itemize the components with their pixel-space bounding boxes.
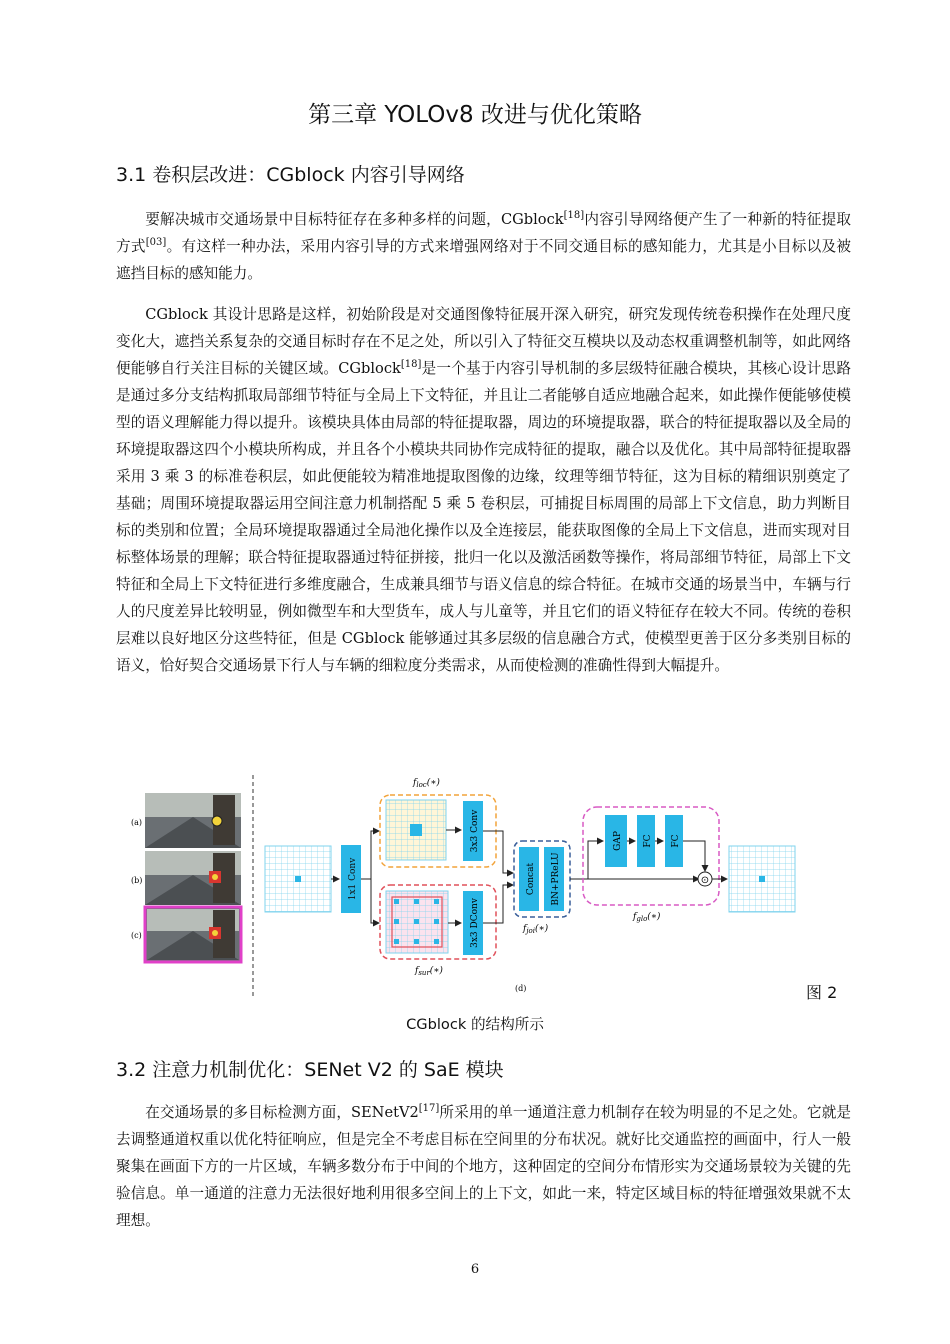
f-joi-label: $f_{joi}(∗)$ [523,924,549,935]
row-label-a: (a) [131,818,143,827]
sur-feature-map [386,891,448,953]
output-feature-map [729,846,795,912]
cgblock-figure [131,773,798,1001]
citation-ref: [18] [400,359,422,370]
figure-caption: CGblock 的结构所示 [406,1016,544,1033]
paragraph-text: 所采用的单一通道注意力机制存在较为明显的不足之处。它就是去调整通道权重以优化特征响应，但是完全不考虑目标在空间里的分布状况。就好比交通监控的画面中，行人一般聚集在画面下方的一片区域，车辆多数分布于中间的个地方，这种固定的空间分布情形实为交通场景较为关键的先验信息。单一通道的注意力无法很好地利用很多空间上的上下文，如此一来，特定区域目标的特征增强效果就不太理想。 [116,1104,851,1229]
gap-label: GAP [613,831,623,851]
conv3x3-label: 3x3 Conv [470,809,480,853]
paragraph-3-1-design [116,301,851,679]
conv1x1-label: 1x1 Conv [348,857,358,901]
figure-number-label: 图 2 [806,983,838,1002]
loc-feature-map [386,800,446,860]
paragraph-text: 在交通场景的多目标检测方面，SENetV2 [145,1104,419,1121]
paragraph-text: 要解决城市交通场景中目标特征存在多种多样的问题，CGblock [145,211,564,228]
paragraph-text: CGblock 其设计思路是这样，初始阶段是对交通图像特征展开深入研究，研究发现传统卷积操作在处理尺度变化大，遮挡关系复杂的交通目标时存在不足之处，所以引入了特征交互模块以及动态权重调整机制等，如此网络便能够自行关注目标的关键区域。CGblock [116,306,851,377]
chapter-title: 第三章 YOLOv8 改进与优化策略 [308,102,642,128]
traffic-photo-a [145,793,241,848]
cgblock-diagram [131,773,798,1001]
paragraph-text: 是一个基于内容引导机制的多层级特征融合模块，其核心设计思路是通过多分支结构抓取局部细节特征与全局上下文特征，并且让二者能够自适应地融合起来，如此操作便能够使模型的语义理解能力得以提升。该模块具体由局部的特征提取器，周边的环境提取器，联合的特征提取器以及全局的环境提取器这四个小模块所构成，并且各个小模块共同协作完成特征的提取，融合以及优化。其中局部特征提取器采用 3 乘 3 的标准卷积层，如此便能较为精准地提取图像的边缘，纹理等细节特征，这为目标的精细识别奠定了基础；周围环境提取器运用空间注意力机制搭配 5 乘 5 卷积层，可捕捉目标周围的局部上下文信息，助力判断目标的类别和位置；全局环境提取器通过全局池化操作以及全连接层，能获取图像的全局上下文信息，进而实现对目标整体场景的理解；联合特征提取器通过特征拼接，批归一化以及激活函数等操作，将局部细节特征，局部上下文特征和全局上下文特征进行多维度融合，生成兼具细节与语义信息的综合特征。在城市交通的场景当中，车辆与行人的尺度差异比较明显，例如微型车和大型货车，成人与儿童等，并且它们的语义特征存在较大不同。传统的卷积层难以良好地区分这些特征，但是 CGblock 能够通过其多层级的信息融合方式，使模型更善于区分多类别目标的语义，恰好契合交通场景下行人与车辆的细粒度分类需求，从而使检测的准确性得到大幅提升。 [116,360,851,674]
row-label-b: (b) [131,876,143,885]
paragraph-text: 内容引导网络便产生了一种新的特征提取方式 [116,211,851,255]
f-loc-label: $f_{loc}(∗)$ [413,778,440,789]
paragraph-3-1-intro [116,206,851,287]
bn-prelu-label: BN+PReLU [551,852,561,906]
traffic-photo-b [145,851,241,905]
section-heading-3-1: 3.1 卷积层改进：CGblock 内容引导网络 [116,164,465,186]
citation-ref: [03] [145,237,167,248]
traffic-photo-c [145,907,241,962]
paragraph-text: 。有这样一种办法，采用内容引导的方式来增强网络对于不同交通目标的感知能力，尤其是小目标以及被遮挡目标的感知能力。 [116,238,851,282]
fc1-label: FC [643,834,653,848]
f-sur-label: $f_{sur}(∗)$ [415,966,443,977]
concat-label: Concat [526,862,536,896]
section-heading-3-2: 3.2 注意力机制优化：SENet V2 的 SaE 模块 [116,1059,504,1081]
dconv3x3-label: 3x3 DConv [470,898,480,948]
fc2-label: FC [671,834,681,848]
multiply-symbol: ⊙ [700,875,710,886]
panel-label-d: (d) [515,984,527,993]
page-number: 6 [470,1262,480,1277]
citation-ref: [18] [563,210,585,221]
row-label-c: (c) [131,931,142,940]
f-glo-label: $f_{glo}(∗)$ [633,912,661,923]
input-feature-map [265,846,331,912]
citation-ref: [17] [418,1103,440,1114]
paragraph-3-2-intro [116,1099,851,1234]
